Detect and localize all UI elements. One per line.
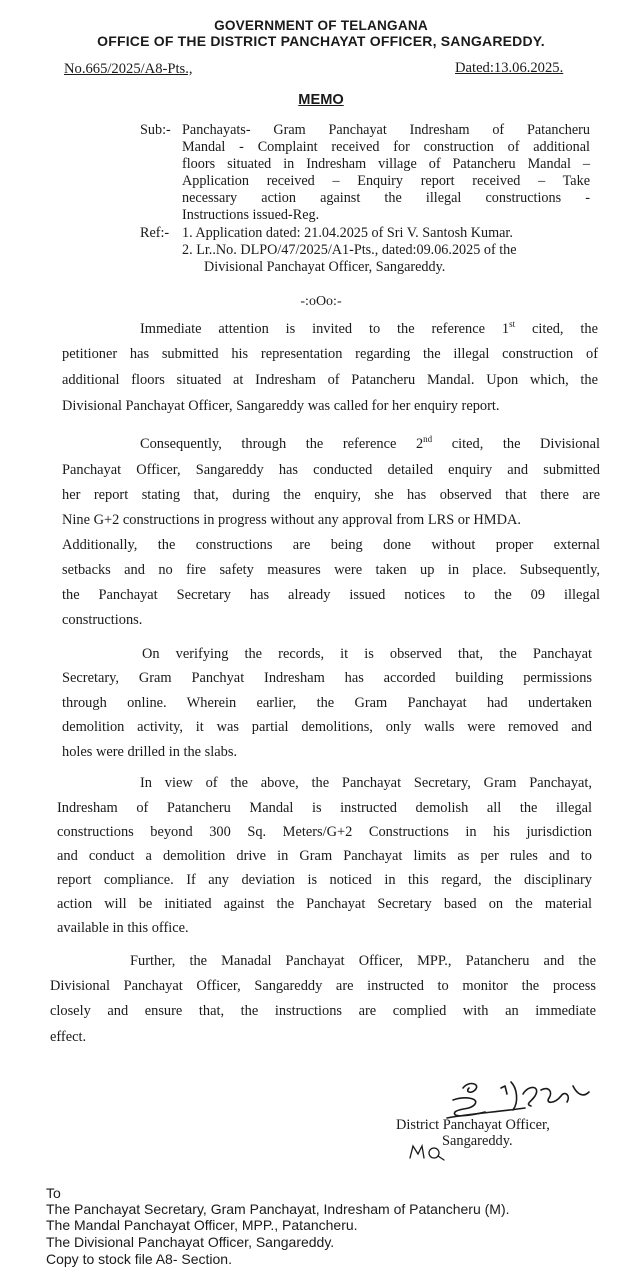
paragraph-line: Divisional Panchayat Officer, Sangareddy was called for her enquiry report. <box>62 398 500 414</box>
paragraph-line: constructions. <box>62 612 143 628</box>
subject-line: Mandal - Complaint received for construction of additional <box>182 139 590 155</box>
paragraph-line: action will be initiated against the Panchayat Secretary based on the material <box>57 896 592 912</box>
paragraph-line: and conduct a demolition drive in Gram Panchayat limits as per rules and to <box>57 848 592 864</box>
recipient-line: The Panchayat Secretary, Gram Panchayat, Indresham of Patancheru (M). <box>46 1201 510 1217</box>
paragraph-line: On verifying the records, it is observed that, the Panchayat <box>142 646 592 662</box>
paragraph-line: the Panchayat Secretary has already issued notices to the 09 illegal <box>62 587 600 603</box>
subject-label: Sub:- <box>140 122 171 138</box>
paragraph-line: demolition activity, it was partial demolitions, only walls were removed and <box>62 719 592 735</box>
paragraph-line: Secretary, Gram Panchyat Indresham has accorded building permissions <box>62 670 592 686</box>
paragraph-line: Panchayat Officer, Sangareddy has conducted detailed enquiry and submitted <box>62 462 600 478</box>
paragraph-line: Additionally, the constructions are being done without proper external <box>62 537 600 553</box>
paragraph-line: Nine G+2 constructions in progress without any approval from LRS or HMDA. <box>62 512 521 528</box>
government-heading: GOVERNMENT OF TELANGANA <box>214 18 428 33</box>
paragraph-line: holes were drilled in the slabs. <box>62 744 238 760</box>
subject-line: Instructions issued-Reg. <box>182 207 320 223</box>
paragraph-line: Further, the Manadal Panchayat Officer, MPP., Patancheru and the <box>130 953 596 969</box>
subject-line: Panchayats- Gram Panchayat Indresham of Patancheru <box>182 122 590 138</box>
paragraph-line: Divisional Panchayat Officer, Sangareddy are instructed to monitor the process <box>50 978 596 994</box>
subject-line: necessary action against the illegal constructions - <box>182 190 590 206</box>
paragraph-line: effect. <box>50 1029 87 1045</box>
office-heading: OFFICE OF THE DISTRICT PANCHAYAT OFFICER, SANGAREDDY. <box>97 33 545 49</box>
section-separator: -:oOo:- <box>300 294 342 309</box>
paragraph-line: Indresham of Patancheru Mandal is instructed demolish all the illegal <box>57 800 592 816</box>
paragraph-line: her report stating that, during the enquiry, she has observed that there are <box>62 487 600 503</box>
paragraph-line: through online. Wherein earlier, the Gram Panchayat had undertaken <box>62 695 592 711</box>
recipients-label: To <box>46 1185 61 1201</box>
signature-date: 13/6/25 <box>523 1110 527 1111</box>
memo-title: MEMO <box>298 92 344 108</box>
reference-item: 1. Application dated: 21.04.2025 of Sri V. Santosh Kumar. <box>182 225 513 241</box>
paragraph-line: In view of the above, the Panchayat Secretary, Gram Panchayat, <box>140 775 592 791</box>
signatory-designation: District Panchayat Officer, <box>396 1117 550 1133</box>
paragraph-line: Consequently, through the reference 2nd cited, the Divisional <box>140 434 601 452</box>
paragraph-line: report compliance. If any deviation is noticed in this regard, the disciplinary <box>57 872 592 888</box>
recipient-line: The Divisional Panchayat Officer, Sangareddy. <box>46 1234 335 1250</box>
paragraph-line: setbacks and no fire safety measures were taken up in place. Subsequently, <box>62 562 600 578</box>
reference-item: Divisional Panchayat Officer, Sangareddy. <box>204 259 446 275</box>
memo-number: No.665/2025/A8-Pts., <box>64 61 193 77</box>
subject-line: Application received – Enquiry report received – Take <box>182 173 590 189</box>
subject-line: floors situated in Indresham village of Patancheru Mandal – <box>182 156 590 172</box>
signatory-place: Sangareddy. <box>442 1133 513 1149</box>
paragraph-line: available in this office. <box>57 920 189 936</box>
paragraph-line: closely and ensure that, the instructions are complied with an immediate <box>50 1003 596 1019</box>
memo-date: Dated:13.06.2025. <box>455 60 564 76</box>
reference-label: Ref:- <box>140 225 170 241</box>
recipient-line: Copy to stock file A8- Section. <box>46 1251 232 1267</box>
paragraph-line: additional floors situated at Indresham of Patancheru Mandal. Upon which, the <box>62 372 598 388</box>
paragraph-line: constructions beyond 300 Sq. Meters/G+2 Constructions in his jurisdiction <box>57 824 592 840</box>
recipient-line: The Mandal Panchayat Officer, MPP., Patancheru. <box>46 1217 358 1233</box>
reference-item: 2. Lr..No. DLPO/47/2025/A1-Pts., dated:09.06.2025 of the <box>182 242 517 258</box>
paragraph-line: Immediate attention is invited to the reference 1st cited, the <box>140 319 598 337</box>
paragraph-line: petitioner has submitted his representation regarding the illegal construction of <box>62 346 598 362</box>
